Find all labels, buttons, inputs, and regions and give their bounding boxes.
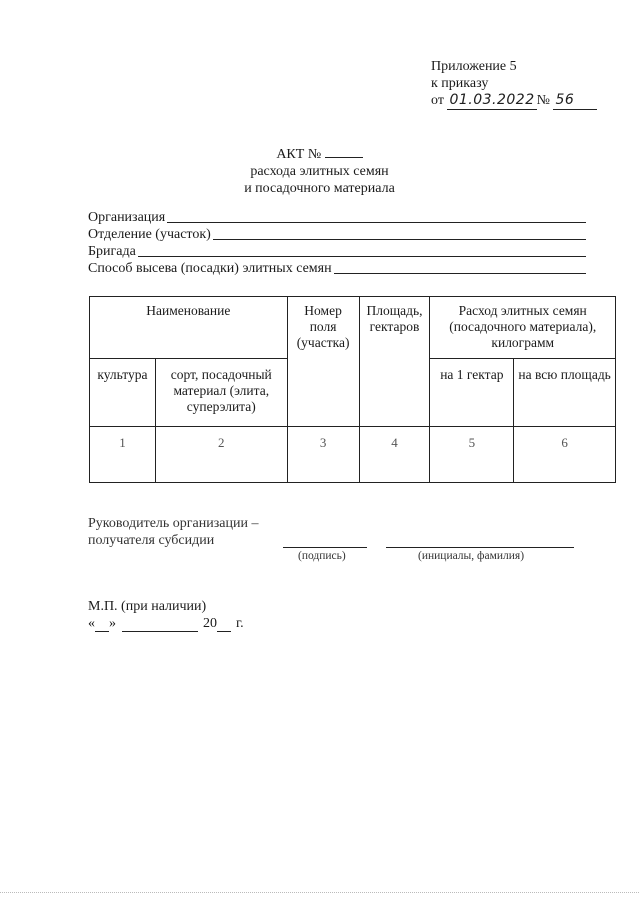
handwritten-number: 56	[553, 92, 597, 110]
field-label: Бригада	[88, 244, 136, 259]
act-subtitle-1: расхода элитных семян	[250, 164, 389, 179]
subheader-per-hectare: на 1 гектар	[430, 359, 514, 427]
from-label: от	[431, 93, 444, 108]
field-blank-line[interactable]	[334, 272, 586, 274]
table-header-row	[90, 297, 616, 359]
signature-line[interactable]	[283, 546, 367, 548]
header-area: Площадь, гектаров	[359, 297, 430, 427]
field-label: Способ высева (посадки) элитных семян	[88, 261, 332, 276]
field-department	[88, 226, 586, 243]
subheader-variety: сорт, посадочный материал (элита, суперэлита)	[155, 359, 287, 427]
appendix-order-ref: к приказу	[431, 76, 489, 91]
act-title	[0, 145, 639, 197]
number-sign: №	[536, 93, 550, 108]
signature-caption: (подпись)	[298, 550, 346, 562]
field-sowing-method	[88, 260, 586, 277]
year-suffix: г.	[236, 616, 244, 631]
year-prefix: 20	[203, 616, 217, 631]
signer-title-2: получателя субсидии	[88, 533, 215, 548]
act-label: АКТ №	[276, 147, 322, 162]
consumption-table	[89, 296, 616, 483]
field-blank-line[interactable]	[167, 221, 586, 223]
field-blank-line[interactable]	[213, 238, 586, 240]
appendix-number: Приложение 5	[431, 59, 517, 74]
day-blank[interactable]	[95, 619, 109, 632]
header-name: Наименование	[90, 297, 288, 359]
stamp-block	[88, 598, 244, 632]
signer-block	[88, 515, 258, 549]
subheader-culture: культура	[90, 359, 156, 427]
col-number-1: 1	[90, 427, 156, 483]
col-number-5: 5	[430, 427, 514, 483]
subheader-total-area: на всю площадь	[514, 359, 616, 427]
scan-edge-line	[0, 892, 639, 893]
act-number-blank	[325, 145, 363, 158]
quote-close: »	[109, 616, 116, 631]
field-brigade	[88, 243, 586, 260]
form-fields	[88, 209, 586, 277]
col-number-3: 3	[287, 427, 359, 483]
month-blank[interactable]	[122, 619, 198, 632]
field-organization	[88, 209, 586, 226]
header-consumption: Расход элитных семян (посадочного материала), килограмм	[430, 297, 616, 359]
col-number-6: 6	[514, 427, 616, 483]
header-field-number: Номер поля (участка)	[287, 297, 359, 427]
appendix-block	[431, 58, 597, 110]
field-blank-line[interactable]	[138, 255, 586, 257]
handwritten-date: 01.03.2022	[449, 92, 535, 108]
table-number-row	[90, 427, 616, 483]
field-label: Отделение (участок)	[88, 227, 211, 242]
col-number-4: 4	[359, 427, 430, 483]
date-line	[88, 615, 244, 632]
act-subtitle-2: и посадочного материала	[244, 181, 395, 196]
quote-open: «	[88, 616, 95, 631]
signer-title-1: Руководитель организации –	[88, 516, 259, 531]
stamp-label: М.П. (при наличии)	[88, 599, 207, 614]
appendix-date-line	[431, 92, 597, 110]
col-number-2: 2	[155, 427, 287, 483]
name-caption: (инициалы, фамилия)	[418, 550, 525, 562]
year-blank[interactable]	[217, 619, 231, 632]
field-label: Организация	[88, 210, 166, 225]
name-line[interactable]	[386, 546, 574, 548]
